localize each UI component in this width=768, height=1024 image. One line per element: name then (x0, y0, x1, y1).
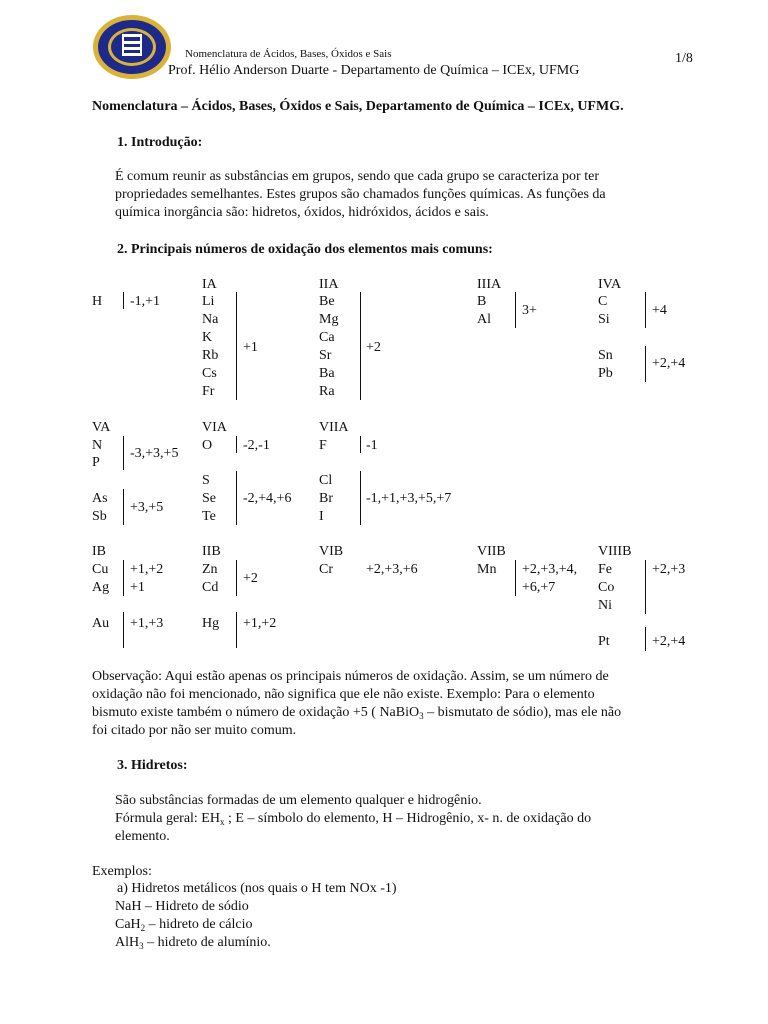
section-1-heading: 1. Introdução: (117, 135, 203, 150)
ufmg-seal-logo (92, 14, 172, 80)
oxidation-viiib-a: +2,+3 (652, 562, 686, 577)
formula-sub: x (219, 817, 225, 827)
example-cah2-formula: CaH (115, 917, 141, 932)
element-ag: Ag (92, 580, 110, 595)
bracket-ib-b (123, 612, 124, 648)
document-title: Nomenclatura – Ácidos, Bases, Óxidos e Sais, Departamento de Química – ICEx, UFMG. (92, 99, 624, 114)
element-br: Br (319, 491, 333, 506)
oxidation-cu: +1,+2 (130, 562, 164, 577)
bracket-va-a (123, 436, 124, 470)
element-h: H (92, 294, 103, 309)
element-al: Al (477, 312, 491, 327)
section-3-line-3: elemento. (115, 829, 170, 844)
bracket-ib-a (123, 560, 124, 596)
element-s: S (202, 473, 210, 488)
bracket-va-b (123, 489, 124, 525)
bracket-iiia (515, 292, 516, 328)
group-viiib-label: VIIIB (598, 544, 632, 559)
element-ni: Ni (598, 598, 612, 613)
oxidation-ag: +1 (130, 580, 145, 595)
group-vib-label: VIB (319, 544, 344, 559)
oxidation-ia: +1 (243, 340, 258, 355)
oxidation-iiia: 3+ (522, 303, 537, 318)
observation-line-3 (92, 704, 621, 722)
observation-sub: 3 (419, 711, 424, 721)
group-ia-label: IA (202, 277, 217, 292)
bracket-via-a (236, 436, 237, 453)
bracket-viia-a (360, 436, 361, 453)
section-1-line-2: propriedades semelhantes. Estes grupos são chamados funções químicas. As funções da (115, 187, 606, 202)
observation-line-2: oxidação não foi mencionado, não significa que ele não existe. Exemplo: Para o elemento (92, 687, 595, 702)
bracket-iib-b (236, 612, 237, 648)
element-co: Co (598, 580, 615, 595)
bracket-ia (236, 292, 237, 400)
oxidation-via-b: -2,+4,+6 (243, 491, 292, 506)
section-1-paragraph (115, 168, 606, 222)
page-number: 1/8 (675, 51, 693, 66)
element-pb: Pb (598, 366, 613, 381)
element-o: O (202, 438, 213, 453)
group-va-label: VA (92, 420, 111, 435)
oxidation-iib-a: +2 (243, 571, 258, 586)
oxidation-hg: +1,+2 (243, 616, 277, 631)
bracket-iva-b (645, 346, 646, 382)
bracket-viiib-a (645, 560, 646, 614)
element-li: Li (202, 294, 215, 309)
element-fe: Fe (598, 562, 612, 577)
element-fr: Fr (202, 384, 215, 399)
section-2-heading: 2. Principais números de oxidação dos elementos mais comuns: (117, 242, 493, 257)
element-cr: Cr (319, 562, 333, 577)
example-alh3-formula: AlH (115, 935, 140, 950)
element-mn: Mn (477, 562, 497, 577)
bracket-viia-b (360, 471, 361, 525)
element-f: F (319, 438, 327, 453)
element-b: B (477, 294, 487, 309)
observation-line-3a: bismuto existe também o número de oxidação +5 ( NaBiO (92, 705, 420, 720)
section-3-line-2 (115, 810, 591, 828)
example-cah2 (115, 916, 271, 934)
element-sn: Sn (598, 348, 613, 363)
example-alh3 (115, 934, 271, 952)
example-nah: NaH – Hidreto de sódio (115, 899, 249, 914)
element-au: Au (92, 616, 110, 631)
element-mg: Mg (319, 312, 339, 327)
element-cl: Cl (319, 473, 333, 488)
element-be: Be (319, 294, 335, 309)
element-cd: Cd (202, 580, 219, 595)
group-viia-label: VIIA (319, 420, 349, 435)
section-3-heading: 3. Hidretos: (117, 758, 188, 773)
formula-desc: ; E – símbolo do elemento, H – Hidrogênio, x- n. de oxidação do (224, 811, 592, 826)
element-as: As (92, 491, 108, 506)
element-te: Te (202, 509, 216, 524)
observation-line-1: Observação: Aqui estão apenas os principais números de oxidação. Assim, se um número de (92, 669, 609, 684)
element-sb: Sb (92, 509, 107, 524)
section-3-line-1: São substâncias formadas de um elemento qualquer e hidrogênio. (115, 793, 482, 808)
examples-list (115, 898, 271, 952)
oxidation-mn-1: +2,+3,+4, (522, 562, 578, 577)
oxidation-h: -1,+1 (130, 294, 161, 309)
observation-paragraph (92, 668, 621, 740)
oxidation-viia-a: -1 (366, 438, 378, 453)
example-cah2-sub: 2 (140, 923, 146, 933)
bracket-iva-a (645, 292, 646, 328)
bracket-iib-a (236, 560, 237, 596)
oxidation-viia-b: -1,+1,+3,+5,+7 (366, 491, 452, 506)
example-alh3-name: – hidreto de alumínio. (143, 935, 271, 950)
examples-label: Exemplos: (92, 864, 152, 879)
element-k: K (202, 330, 213, 345)
bracket-iia (360, 292, 361, 400)
element-ra: Ra (319, 384, 335, 399)
group-via-label: VIA (202, 420, 227, 435)
examples-item-a: a) Hidretos metálicos (nos quais o H tem NOx -1) (117, 881, 397, 896)
header-doc-title: Nomenclatura de Ácidos, Bases, Óxidos e Sais (185, 48, 392, 60)
section-3-paragraph (115, 792, 591, 846)
element-na: Na (202, 312, 219, 327)
group-iva-label: IVA (598, 277, 622, 292)
element-n: N (92, 438, 103, 453)
oxidation-va-b: +3,+5 (130, 500, 164, 515)
element-i: I (319, 509, 324, 524)
element-rb: Rb (202, 348, 219, 363)
element-cu: Cu (92, 562, 109, 577)
group-iia-label: IIA (319, 277, 339, 292)
element-hg: Hg (202, 616, 220, 631)
element-cs: Cs (202, 366, 217, 381)
oxidation-iva-b: +2,+4 (652, 356, 686, 371)
element-sr: Sr (319, 348, 332, 363)
oxidation-iva-a: +4 (652, 303, 667, 318)
bracket-viiib-b (645, 627, 646, 651)
observation-line-3b: – bismutato de sódio), mas ele não (423, 705, 622, 720)
group-iiia-label: IIIA (477, 277, 502, 292)
section-1-line-1: É comum reunir as substâncias em grupos, sendo que cada grupo se caracteriza por ter (115, 169, 599, 184)
oxidation-au: +1,+3 (130, 616, 164, 631)
observation-line-4: foi citado por não ser muito comum. (92, 723, 297, 738)
element-se: Se (202, 491, 216, 506)
element-si: Si (598, 312, 610, 327)
element-ba: Ba (319, 366, 335, 381)
group-iib-label: IIB (202, 544, 221, 559)
header-author-line: Prof. Hélio Anderson Duarte - Departamento de Química – ICEx, UFMG (168, 63, 580, 78)
oxidation-pt: +2,+4 (652, 634, 686, 649)
group-ib-label: IB (92, 544, 106, 559)
oxidation-va-a: -3,+3,+5 (130, 446, 179, 461)
group-viib-label: VIIB (477, 544, 506, 559)
formula-label: Fórmula geral: EH (115, 811, 220, 826)
bracket-viib (515, 560, 516, 596)
oxidation-via-a: -2,-1 (243, 438, 270, 453)
oxidation-mn-2: +6,+7 (522, 580, 556, 595)
element-zn: Zn (202, 562, 218, 577)
bracket-via-b (236, 471, 237, 525)
element-c: C (598, 294, 608, 309)
element-p: P (92, 455, 100, 470)
bracket-h (123, 292, 124, 309)
example-alh3-sub: 3 (139, 941, 144, 951)
element-pt: Pt (598, 634, 610, 649)
oxidation-cr: +2,+3,+6 (366, 562, 418, 577)
example-cah2-name: – hidreto de cálcio (145, 917, 253, 932)
oxidation-iia: +2 (366, 340, 381, 355)
element-ca: Ca (319, 330, 335, 345)
section-1-line-3: química inorgância são: hidretos, óxidos, hidróxidos, ácidos e sais. (115, 205, 489, 220)
